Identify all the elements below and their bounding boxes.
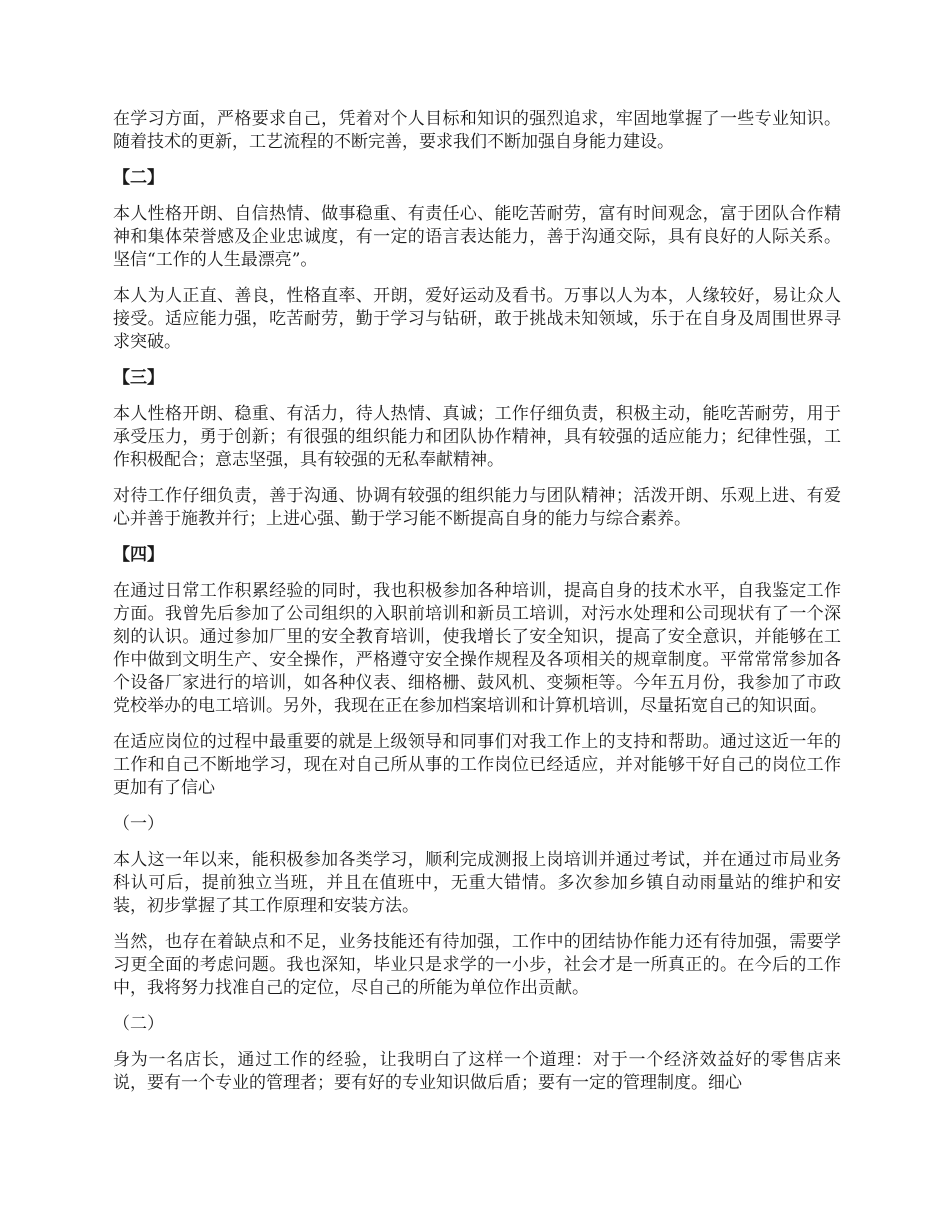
paragraph-study: 在学习方面，严格要求自己，凭着对个人目标和知识的强烈追求，牢固地掌握了一些专业知识。随着技术的更新，工艺流程的不断完善，要求我们不断加强自身能力建设。	[113, 109, 841, 152]
paragraph-training: 在通过日常工作积累经验的同时，我也积极参加各种培训，提高自身的技术水平，自我鉴定工作方面。我曾先后参加了公司组织的入职前培训和新员工培训，对污水处理和公司现状有了一个深刻的认识。通过参加厂里的安全教育培训，使我增长了安全知识，提高了安全意识，并能够在工作中做到文明生产、安全操作，严格遵守安全操作规程及各项相关的规章制度。平常常常参加各个设备厂家进行的培训，如各种仪表、细格栅、鼓风机、变频柜等。今年五月份，我参加了市政党校举办的电工培训。另外，我现在正在参加档案培训和计算机培训，尽量拓宽自己的知识面。	[113, 581, 841, 716]
subsection-heading-2: （二）	[113, 1014, 164, 1034]
paragraph-adaptation: 在适应岗位的过程中最重要的就是上级领导和同事们对我工作上的支持和帮助。通过这近一年的工作和自己不断地学习，现在对自己所从事的工作岗位已经适应，并对能够干好自己的岗位工作更加有了信心	[113, 732, 841, 798]
section-heading-4: 【四】	[113, 545, 164, 565]
paragraph-personality-1: 本人性格开朗、自信热情、做事稳重、有责任心、能吃苦耐劳，富有时间观念，富于团队合作精神和集体荣誉感及企业忠诚度，有一定的语言表达能力，善于沟通交际，具有良好的人际关系。坚信“工作的人生最漂亮”。	[113, 204, 841, 270]
document-body	[113, 108, 841, 1108]
paragraph-personality-2: 本人为人正直、善良，性格直率、开朗，爱好运动及看书。万事以人为本，人缘较好，易让众人接受。适应能力强，吃苦耐劳，勤于学习与钻研，敢于挑战未知领域，乐于在自身及周围世界寻求突破。	[113, 286, 841, 352]
section-heading-3: 【三】	[113, 368, 164, 388]
paragraph-work-attitude: 对待工作仔细负责，善于沟通、协调有较强的组织能力与团队精神；活泼开朗、乐观上进、有爱心并善于施教并行；上进心强、勤于学习能不断提高自身的能力与综合素养。	[113, 486, 841, 529]
paragraph-shortcomings: 当然，也存在着缺点和不足，业务技能还有待加强，工作中的团结协作能力还有待加强，需要学习更全面的考虑问题。我也深知，毕业只是求学的一小步，社会才是一所真正的。在今后的工作中，我将努力找准自己的定位，尽自己的所能为单位作出贡献。	[113, 932, 841, 998]
paragraph-personality-3: 本人性格开朗、稳重、有活力，待人热情、真诚；工作仔细负责，积极主动，能吃苦耐劳，用于承受压力，勇于创新；有很强的组织能力和团队协作精神，具有较强的适应能力；纪律性强，工作积极配合；意志坚强，具有较强的无私奉献精神。	[113, 404, 841, 470]
paragraph-yearly-study: 本人这一年以来，能积极参加各类学习，顺利完成测报上岗培训并通过考试，并在通过市局业务科认可后，提前独立当班，并且在值班中，无重大错情。多次参加乡镇自动雨量站的维护和安装，初步掌握了其工作原理和安装方法。	[113, 850, 841, 916]
section-heading-2: 【二】	[113, 168, 164, 188]
subsection-heading-1: （一）	[113, 814, 164, 834]
paragraph-store-manager: 身为一名店长，通过工作的经验，让我明白了这样一个道理：对于一个经济效益好的零售店来说，要有一个专业的管理者；要有好的专业知识做后盾；要有一定的管理制度。细心	[113, 1050, 841, 1093]
